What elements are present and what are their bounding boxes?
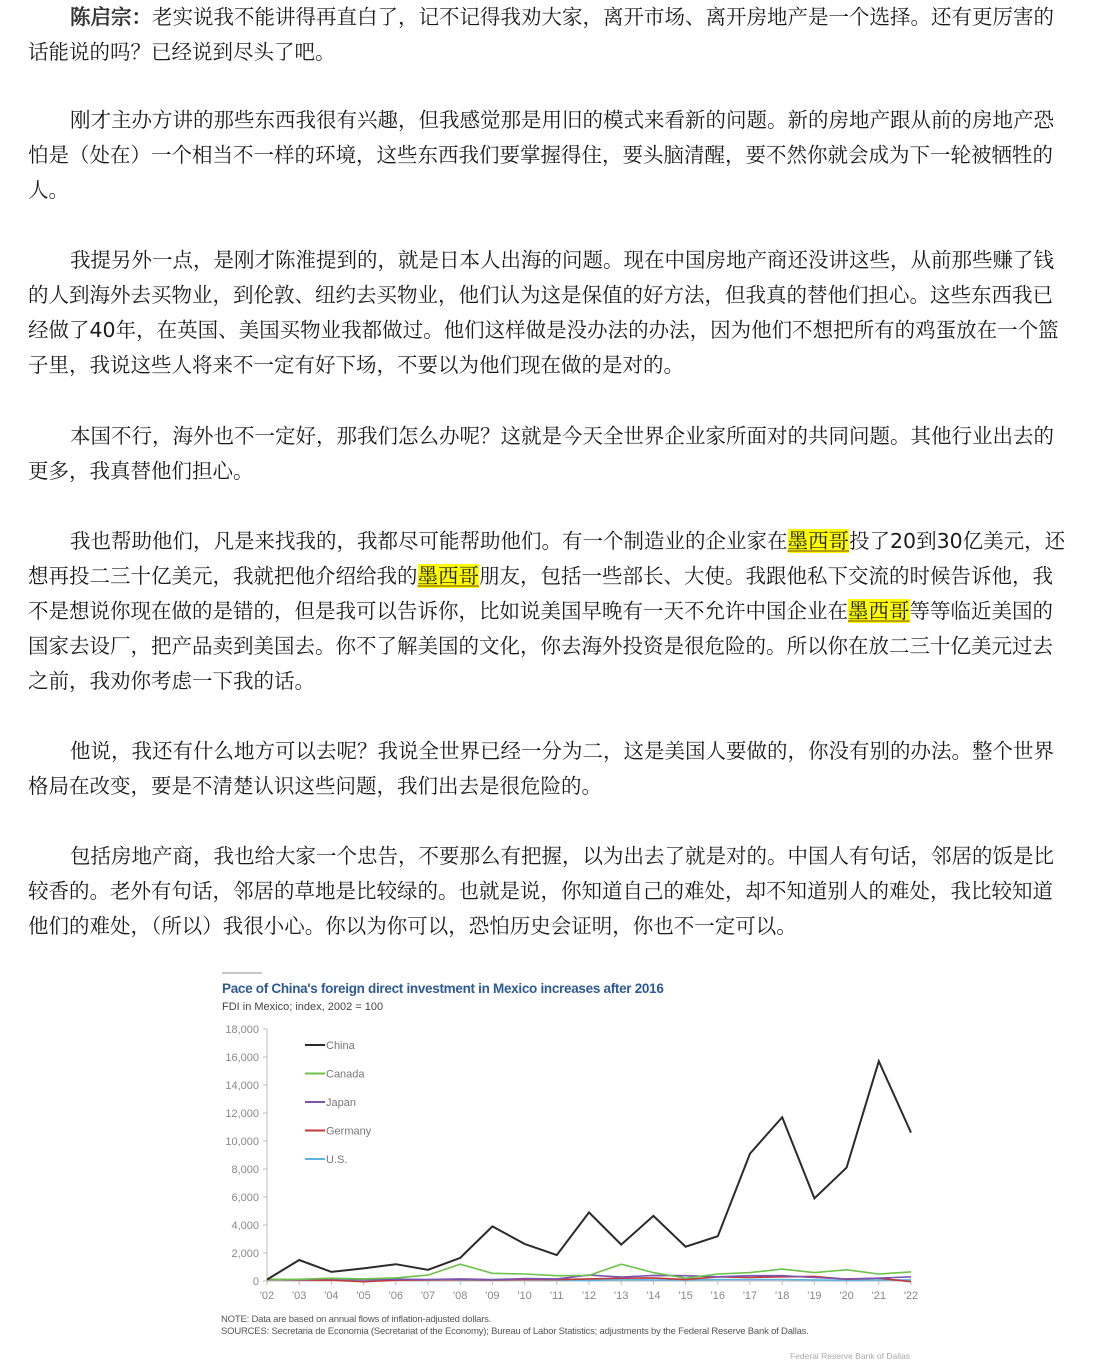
y-tick-label: 2,000 xyxy=(231,1248,259,1260)
x-tick-label: '18 xyxy=(775,1290,790,1302)
x-tick-label: '09 xyxy=(485,1290,500,1302)
chart-subtitle: FDI in Mexico; index, 2002 = 100 xyxy=(222,1001,384,1013)
paragraph-7: 包括房地产商，我也给大家一个忠告，不要那么有把握，以为出去了就是对的。中国人有句话，邻居的饭是比较香的。老外有句话，邻居的草地是比较绿的。也就是说，你知道自己的难处，却不知道别人的难处，我比较知道他们的难处，（所以）我很小心。你以为你可以，恐怕历史会证明，你也不一定可以。 xyxy=(28,844,1054,938)
x-tick-label: '17 xyxy=(742,1290,758,1302)
chart-note: NOTE: Data are based on annual flows of inflation-adjusted dollars. xyxy=(221,1314,492,1325)
y-tick-label: 8,000 xyxy=(231,1164,259,1176)
x-tick-label: '15 xyxy=(678,1290,693,1302)
x-tick-label: '02 xyxy=(259,1290,275,1302)
y-tick-label: 14,000 xyxy=(225,1080,259,1092)
fdi-chart-figure xyxy=(212,966,932,1366)
chart-credit: Federal Reserve Bank of Dallas xyxy=(789,1351,910,1361)
y-tick-label: 12,000 xyxy=(225,1108,259,1120)
line-chart xyxy=(212,966,932,1311)
paragraph-text: 朋友，包括一些部长、大使。我跟他私下交流的时候告诉他，我不是想说你现在做的是错的，但是我可以告诉你，比如说美国早晚有一天不允许中国企业在 xyxy=(28,564,1053,623)
paragraph-6: 他说，我还有什么地方可以去呢？我说全世界已经一分为二，这是美国人要做的，你没有别的办法。整个世界格局在改变，要是不清楚认识这些问题，我们出去是很危险的。 xyxy=(28,739,1054,798)
x-tick-label: '03 xyxy=(292,1290,307,1302)
x-tick-label: '11 xyxy=(550,1290,564,1302)
y-tick-label: 6,000 xyxy=(231,1192,259,1204)
highlighted-keyword[interactable]: 墨西哥 xyxy=(417,564,479,588)
paragraph-text: 投了20到30亿美元，还想再投二三十亿美元，我就把他介绍给我的 xyxy=(28,529,1066,588)
highlighted-keyword[interactable]: 墨西哥 xyxy=(787,529,849,553)
x-tick-label: '07 xyxy=(420,1290,436,1302)
speaker-name: 陈启宗： xyxy=(70,5,152,29)
x-tick-label: '04 xyxy=(324,1290,339,1302)
legend-label: Germany xyxy=(326,1125,372,1138)
y-tick-label: 4,000 xyxy=(231,1220,259,1232)
paragraph-1 xyxy=(28,0,1073,70)
chart-sources: SOURCES: Secretaria de Economia (Secretariat of the Economy); Bureau of Labor Statistics; adjustments by the Federal Reserve Bank of Dallas. xyxy=(221,1326,809,1337)
x-tick-label: '19 xyxy=(807,1290,822,1302)
legend-label: Japan xyxy=(326,1097,356,1109)
paragraph-4: 本国不行，海外也不一定好，那我们怎么办呢？这就是今天全世界企业家所面对的共同问题。其他行业出去的更多，我真替他们担心。 xyxy=(28,424,1054,483)
legend-label: Canada xyxy=(326,1068,365,1081)
paragraph-3: 我提另外一点，是刚才陈淮提到的，就是日本人出海的问题。现在中国房地产商还没讲这些，从前那些赚了钱的人到海外去买物业，到伦敦、纽约去买物业，他们认为这是保值的好方法，但我真的替他们担心。这些东西我已经做了40年，在英国、美国买物业我都做过。他们这样做是没办法的办法，因为他们不想把所有的鸡蛋放在一个篮子里，我说这些人将来不一定有好下场，不要以为他们现在做的是对的。 xyxy=(28,248,1059,377)
legend-label: U.S. xyxy=(326,1154,348,1166)
legend-label: China xyxy=(326,1040,355,1052)
paragraph-text: 老实说我不能讲得再直白了，记不记得我劝大家，离开市场、离开房地产是一个选择。还有更厉害的话能说的吗？已经说到尽头了吧。 xyxy=(28,5,1054,64)
x-tick-label: '12 xyxy=(581,1290,597,1302)
x-tick-label: '22 xyxy=(903,1290,919,1302)
chart-notes xyxy=(221,1314,921,1338)
x-tick-label: '20 xyxy=(839,1290,854,1302)
y-tick-label: 16,000 xyxy=(225,1052,259,1064)
x-tick-label: '16 xyxy=(710,1290,725,1302)
y-tick-label: 0 xyxy=(252,1276,259,1288)
paragraph-text: 我也帮助他们，凡是来找我的，我都尽可能帮助他们。有一个制造业的企业家在 xyxy=(70,529,788,553)
x-tick-label: '14 xyxy=(646,1290,661,1302)
y-tick-label: 18,000 xyxy=(225,1024,259,1036)
x-tick-label: '08 xyxy=(453,1290,468,1302)
paragraph-5 xyxy=(28,524,1073,699)
x-tick-label: '13 xyxy=(614,1290,629,1302)
paragraph-2: 刚才主办方讲的那些东西我很有兴趣，但我感觉那是用旧的模式来看新的问题。新的房地产跟从前的房地产恐怕是（处在）一个相当不一样的环境，这些东西我们要掌握得住，要头脑清醒，要不然你就会成为下一轮被牺牲的人。 xyxy=(28,108,1054,202)
chart-title: Pace of China's foreign direct investment in Mexico increases after 2016 xyxy=(222,981,664,996)
series-line-china xyxy=(267,1061,911,1279)
x-tick-label: '21 xyxy=(871,1290,886,1302)
x-tick-label: '06 xyxy=(388,1290,403,1302)
x-tick-label: '05 xyxy=(356,1290,371,1302)
highlighted-keyword[interactable]: 墨西哥 xyxy=(848,599,910,623)
paragraph-text: 等等临近美国的国家去设厂，把产品卖到美国去。你不了解美国的文化，你去海外投资是很危险的。所以你在放二三十亿美元过去之前，我劝你考虑一下我的话。 xyxy=(28,599,1053,693)
x-tick-label: '10 xyxy=(517,1290,532,1302)
y-tick-label: 10,000 xyxy=(225,1136,259,1148)
